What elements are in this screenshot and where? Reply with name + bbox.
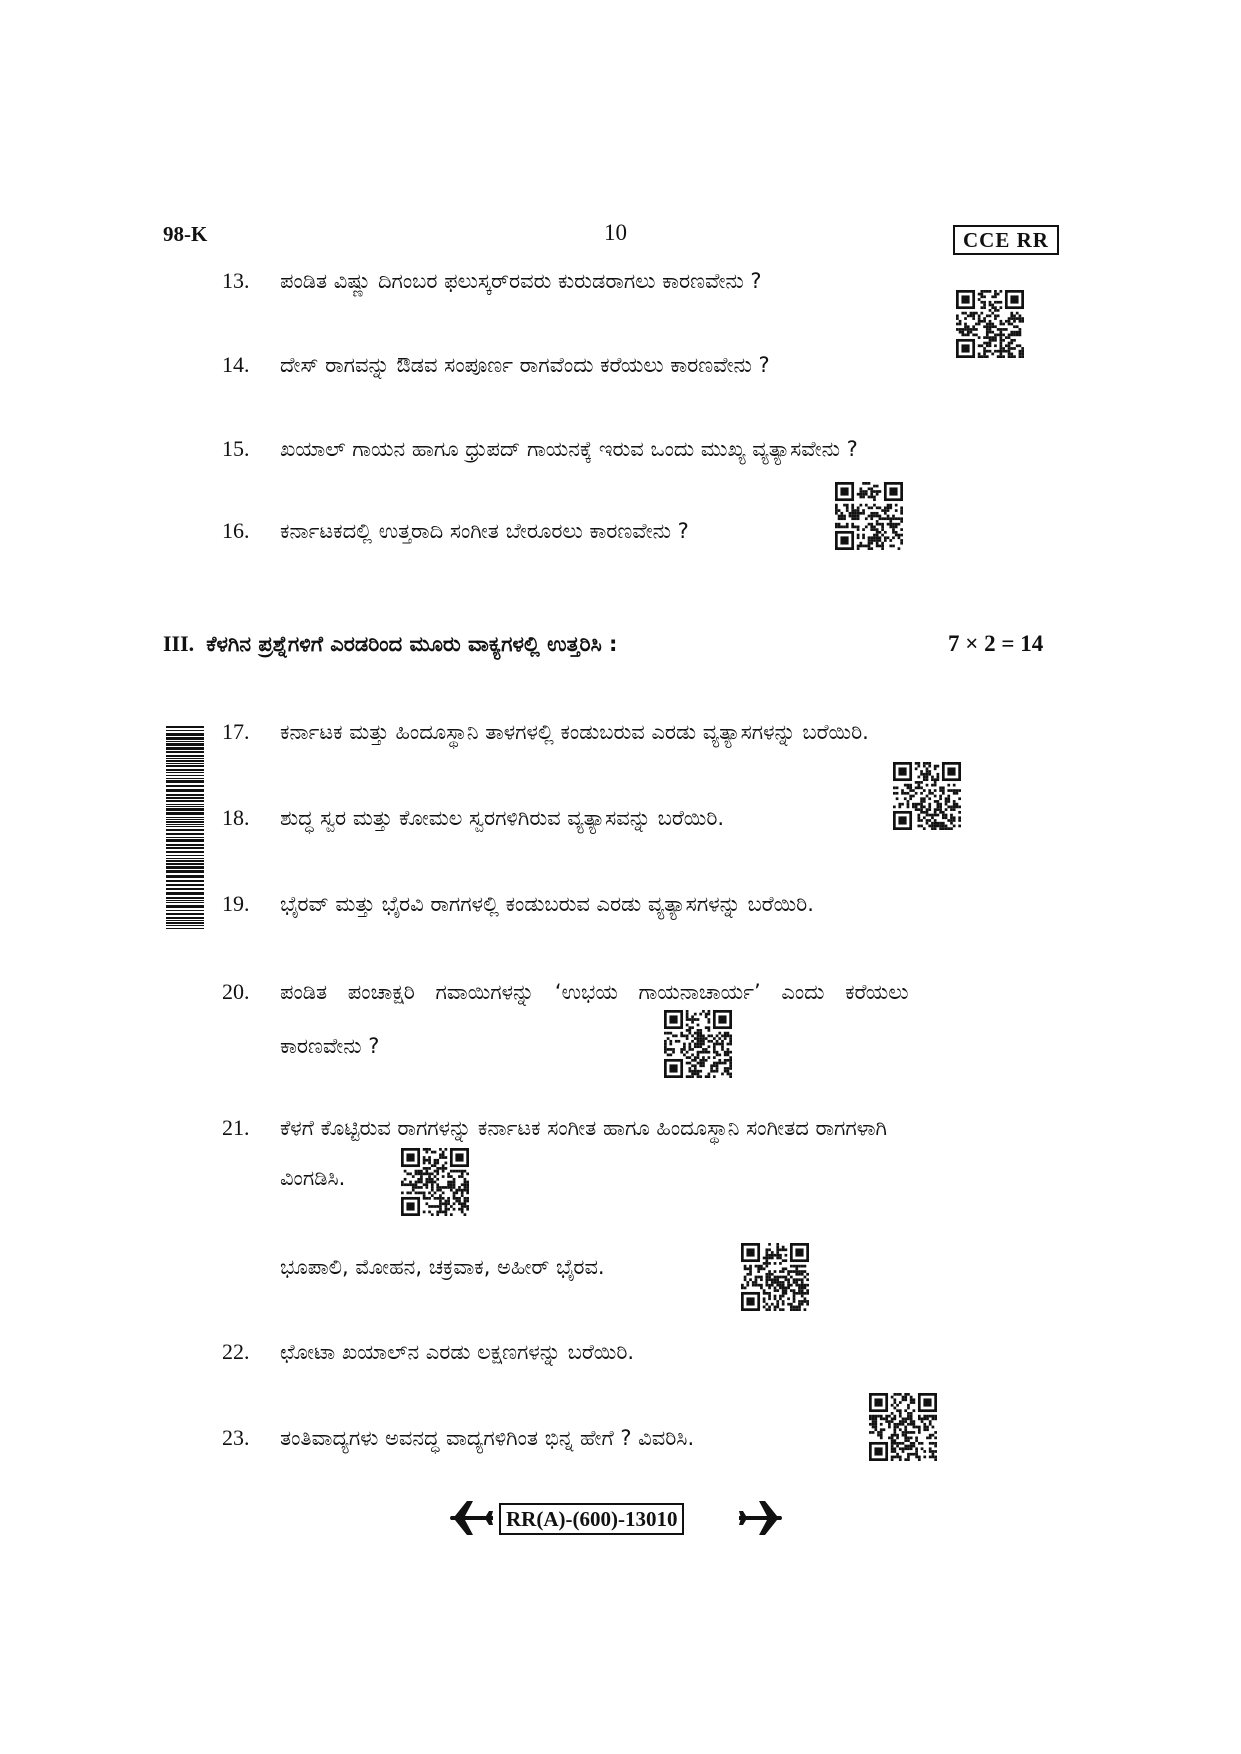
paper-code: 98-K bbox=[163, 222, 208, 246]
question-16 bbox=[222, 518, 689, 544]
question-text: ಖಯಾಲ್ ಗಾಯನ ಹಾಗೂ ಧ್ರುಪದ್ ಗಾಯನಕ್ಕೆ ಇರುವ ಒಂದು ಮುಖ್ಯ ವ್ಯತ್ಯಾಸವೇನು ? bbox=[280, 437, 858, 461]
footer-code: RR(A)-(600)-13010 bbox=[499, 1503, 684, 1535]
question-21-continuation: ವಿಂಗಡಿಸಿ. bbox=[280, 1166, 346, 1190]
question-number: 13. bbox=[222, 268, 250, 293]
question-number: 18. bbox=[222, 805, 250, 830]
question-number: 21. bbox=[222, 1115, 250, 1140]
qr-code bbox=[956, 290, 1024, 358]
question-20-continuation: ಕಾರಣವೇನು ? bbox=[280, 1034, 380, 1058]
barcode bbox=[166, 726, 204, 930]
airplane-left-icon bbox=[449, 1499, 495, 1537]
question-text: ಪಂಡಿತ ಪಂಚಾಕ್ಷರಿ ಗವಾಯಿಗಳನ್ನು ‘ಉಭಯ ಗಾಯನಾಚಾರ್ಯ’ ಎಂದು ಕರೆಯಲು bbox=[280, 980, 909, 1004]
footer bbox=[449, 1495, 783, 1541]
question-text: ಶುದ್ಧ ಸ್ವರ ಮತ್ತು ಕೋಮಲ ಸ್ವರಗಳಿಗಿರುವ ವ್ಯತ್ಯಾಸವನ್ನು ಬರೆಯಿರಿ. bbox=[280, 806, 725, 830]
qr-code bbox=[893, 762, 961, 830]
section-heading bbox=[163, 631, 617, 657]
question-number: 20. bbox=[222, 979, 250, 1004]
question-17 bbox=[222, 719, 869, 745]
question-19 bbox=[222, 891, 814, 917]
question-number: 15. bbox=[222, 436, 250, 461]
question-14 bbox=[222, 352, 770, 378]
question-text: ಪಂಡಿತ ವಿಷ್ಣು ದಿಗಂಬರ ಫಲುಸ್ಕರ್‌ರವರು ಕುರುಡರಾಗಲು ಕಾರಣವೇನು ? bbox=[280, 269, 762, 293]
qr-code bbox=[869, 1393, 937, 1461]
question-15 bbox=[222, 436, 858, 462]
question-20 bbox=[222, 979, 1072, 1005]
question-21 bbox=[222, 1115, 887, 1141]
question-number: 17. bbox=[222, 719, 250, 744]
question-22 bbox=[222, 1339, 634, 1365]
section-number: III. bbox=[163, 631, 195, 656]
question-text: ಛೋಟಾ ಖಯಾಲ್‌ನ ಎರಡು ಲಕ್ಷಣಗಳನ್ನು ಬರೆಯಿರಿ. bbox=[280, 1340, 635, 1364]
question-number: 16. bbox=[222, 518, 250, 543]
airplane-right-icon bbox=[737, 1499, 783, 1537]
question-number: 19. bbox=[222, 891, 250, 916]
qr-code bbox=[664, 1010, 732, 1078]
question-number: 14. bbox=[222, 352, 250, 377]
qr-code bbox=[835, 482, 903, 550]
question-text: ಭೈರವ್ ಮತ್ತು ಭೈರವಿ ರಾಗಗಳಲ್ಲಿ ಕಂಡುಬರುವ ಎರಡು ವ್ಯತ್ಯಾಸಗಳನ್ನು ಬರೆಯಿರಿ. bbox=[280, 892, 814, 916]
exam-badge: CCE RR bbox=[953, 225, 1059, 255]
question-23 bbox=[222, 1425, 694, 1451]
question-13 bbox=[222, 268, 762, 294]
qr-code bbox=[401, 1148, 469, 1216]
raga-list: ಭೂಪಾಲಿ, ಮೋಹನ, ಚಕ್ರವಾಕ, ಅಹೀರ್ ಭೈರವ. bbox=[280, 1255, 605, 1279]
question-text: ದೇಸ್ ರಾಗವನ್ನು ಔಡವ ಸಂಪೂರ್ಣ ರಾಗವೆಂದು ಕರೆಯಲು ಕಾರಣವೇನು ? bbox=[280, 353, 770, 377]
question-text: ಕರ್ನಾಟಕ ಮತ್ತು ಹಿಂದೂಸ್ಥಾನಿ ತಾಳಗಳಲ್ಲಿ ಕಂಡುಬರುವ ಎರಡು ವ್ಯತ್ಯಾಸಗಳನ್ನು ಬರೆಯಿರಿ. bbox=[280, 720, 869, 744]
question-text: ಕರ್ನಾಟಕದಲ್ಲಿ ಉತ್ತರಾದಿ ಸಂಗೀತ ಬೇರೂರಲು ಕಾರಣವೇನು ? bbox=[280, 519, 689, 543]
question-number: 23. bbox=[222, 1425, 250, 1450]
question-18 bbox=[222, 805, 724, 831]
qr-code bbox=[741, 1243, 809, 1311]
section-marks: 7 × 2 = 14 bbox=[948, 631, 1044, 656]
page-number: 10 bbox=[604, 220, 627, 245]
question-number: 22. bbox=[222, 1339, 250, 1364]
question-text: ತಂತಿವಾದ್ಯಗಳು ಅವನದ್ಧ ವಾದ್ಯಗಳಿಗಿಂತ ಭಿನ್ನ ಹೇಗೆ ? ವಿವರಿಸಿ. bbox=[280, 1426, 695, 1450]
question-text: ಕೆಳಗೆ ಕೊಟ್ಟಿರುವ ರಾಗಗಳನ್ನು ಕರ್ನಾಟಕ ಸಂಗೀತ ಹಾಗೂ ಹಿಂದೂಸ್ಥಾನಿ ಸಂಗೀತದ ರಾಗಗಳಾಗಿ bbox=[280, 1116, 888, 1140]
section-instruction: ಕೆಳಗಿನ ಪ್ರಶ್ನೆಗಳಿಗೆ ಎರಡರಿಂದ ಮೂರು ವಾಕ್ಯಗಳಲ್ಲಿ ಉತ್ತರಿಸಿ : bbox=[206, 632, 618, 656]
